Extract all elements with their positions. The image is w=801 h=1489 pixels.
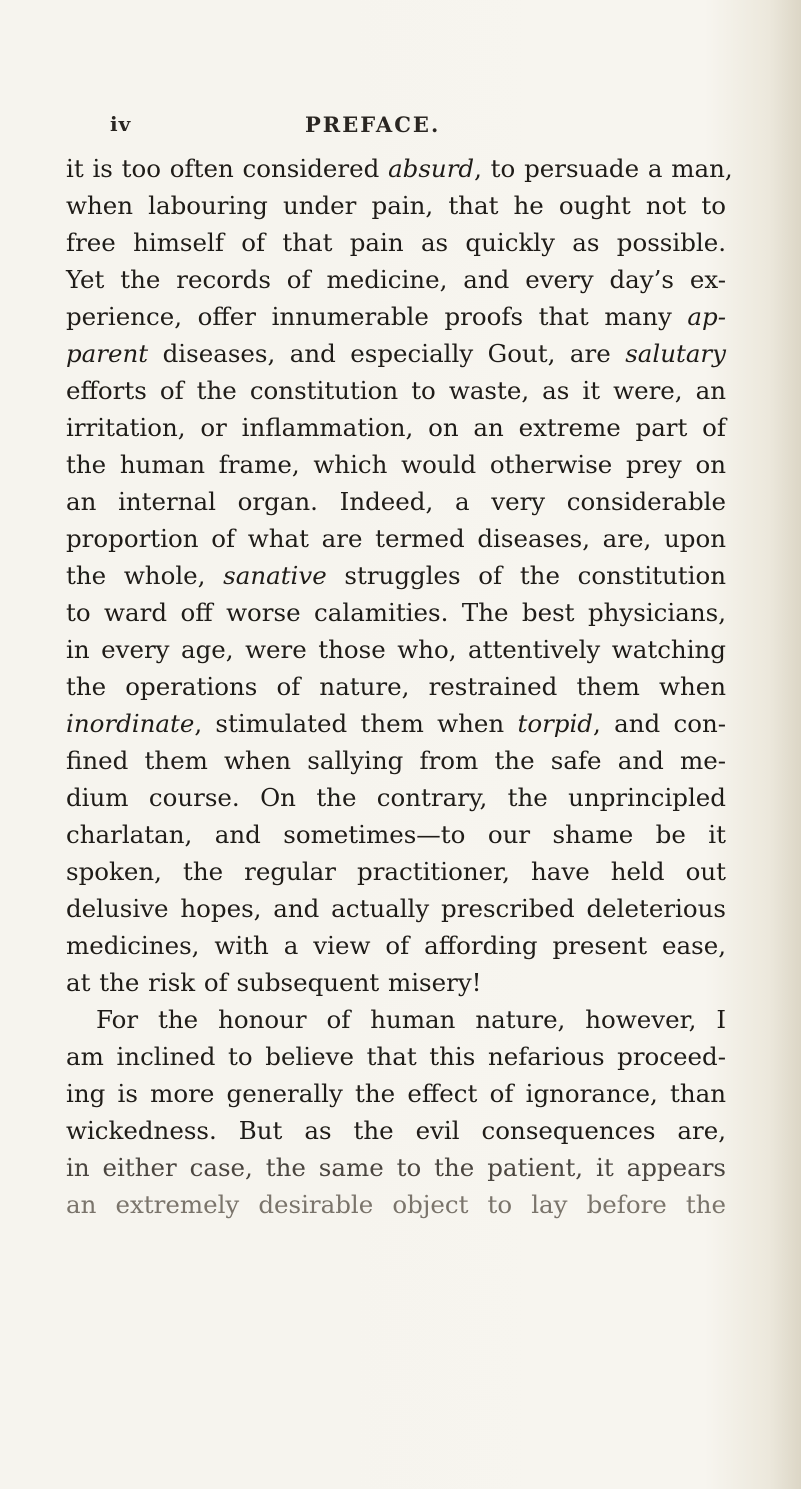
- text-line: it is too often considered absurd, to persuade a man,: [66, 154, 733, 183]
- text-line: wickedness. But as the evil consequences are,: [66, 1116, 726, 1145]
- text-line: when labouring under pain, that he ought not to: [66, 191, 726, 220]
- text-line: an internal organ. Indeed, a very considerable: [66, 487, 726, 516]
- text-line: spoken, the regular practitioner, have held out: [66, 857, 726, 886]
- text-line: ing is more generally the effect of ignorance, than: [66, 1079, 726, 1108]
- text-line: free himself of that pain as quickly as possible.: [66, 228, 726, 257]
- text-line: am inclined to believe that this nefarious proceed-: [66, 1042, 726, 1071]
- text-line: efforts of the constitution to waste, as it were, an: [66, 376, 726, 405]
- page-number: iv: [110, 112, 132, 136]
- body-text: [66, 150, 733, 1223]
- text-line: fined them when sallying from the safe and me-: [66, 746, 726, 775]
- text-line: charlatan, and sometimes—to our shame be it: [66, 820, 726, 849]
- text-line: an extremely desirable object to lay before the: [66, 1190, 726, 1219]
- paragraph-start-line: For the honour of human nature, however, I: [96, 1005, 726, 1034]
- text-line: parent diseases, and especially Gout, are salutary: [66, 339, 726, 368]
- paragraph-end-line: at the risk of subsequent misery!: [66, 968, 482, 997]
- text-line: perience, offer innumerable proofs that many ap-: [66, 302, 726, 331]
- text-line: in either case, the same to the patient, it appears: [66, 1153, 726, 1182]
- text-line: Yet the records of medicine, and every day’s ex-: [66, 265, 726, 294]
- text-line: inordinate, stimulated them when torpid, and con-: [66, 709, 727, 738]
- text-line: irritation, or inflammation, on an extreme part of: [66, 413, 726, 442]
- text-line: medicines, with a view of affording present ease,: [66, 931, 726, 960]
- text-line: the operations of nature, restrained them when: [66, 672, 726, 701]
- text-line: proportion of what are termed diseases, are, upon: [66, 524, 726, 553]
- page-header: [110, 112, 670, 142]
- text-line: the human frame, which would otherwise prey on: [66, 450, 726, 479]
- text-line: in every age, were those who, attentively watching: [66, 635, 726, 664]
- text-line: delusive hopes, and actually prescribed deleterious: [66, 894, 726, 923]
- text-line: to ward off worse calamities. The best physicians,: [66, 598, 726, 627]
- text-line: the whole, sanative struggles of the constitution: [66, 561, 726, 590]
- running-head: PREFACE.: [305, 112, 441, 137]
- text-line: dium course. On the contrary, the unprincipled: [66, 783, 726, 812]
